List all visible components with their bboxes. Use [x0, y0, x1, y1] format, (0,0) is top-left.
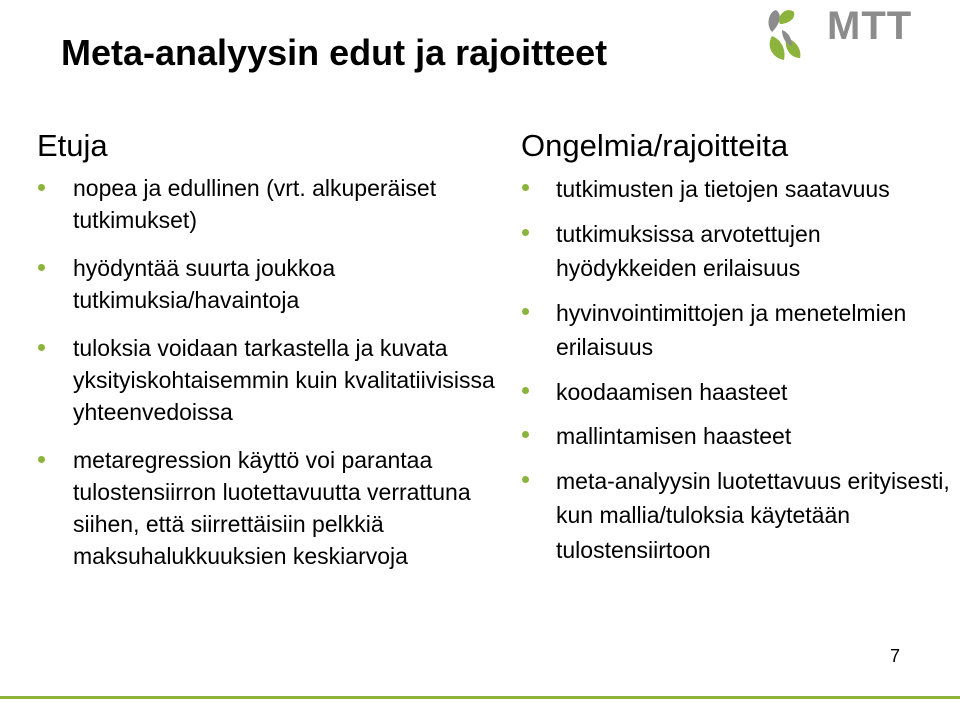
list-item-label: meta-analyysin luotettavuus erityisesti, kun mallia/tuloksia käytetään tulostensiirtoon	[556, 467, 950, 563]
list-item-label: hyödyntää suurta joukkoa tutkimuksia/havaintoja	[73, 255, 336, 313]
bullet-icon	[522, 387, 529, 394]
list-item-label: tuloksia voidaan tarkastella ja kuvata yksityiskohtaisemmin kuin kvalitatiivisissa yhteenvedoissa	[73, 335, 495, 425]
limitations-list	[521, 172, 951, 567]
list-item	[521, 419, 951, 454]
bullet-icon	[522, 431, 529, 438]
footer-divider	[0, 696, 960, 699]
list-item-label: nopea ja edullinen (vrt. alkuperäiset tutkimukset)	[73, 175, 437, 233]
list-item-label: hyvinvointimittojen ja menetelmien erilaisuus	[556, 299, 907, 360]
list-item	[521, 464, 951, 568]
list-item	[521, 296, 951, 365]
list-item-label: mallintamisen haasteet	[556, 423, 792, 449]
advantages-column	[37, 126, 507, 588]
bullet-icon	[38, 344, 45, 351]
advantages-heading: Etuja	[37, 128, 108, 163]
limitations-column	[521, 126, 951, 577]
slide-title: Meta-analyysin edut ja rajoitteet	[61, 32, 608, 73]
logo-text: MTT	[827, 4, 913, 48]
list-item	[521, 375, 951, 410]
bullet-icon	[38, 264, 45, 271]
advantages-list	[37, 172, 507, 572]
page-number: 7	[890, 646, 901, 666]
bullet-icon	[522, 308, 529, 315]
bullet-icon	[38, 456, 45, 463]
list-item-label: metaregression käyttö voi parantaa tulostensiirron luotettavuutta verrattuna siihen, että siirrettäisiin pelkkiä maksuhalukkuuksien keskiarvoja	[73, 447, 471, 569]
bullet-icon	[522, 476, 529, 483]
list-item-label: koodaamisen haasteet	[556, 378, 788, 405]
list-item	[37, 252, 507, 316]
bullet-icon	[522, 229, 529, 236]
list-item	[37, 332, 507, 428]
list-item-label: tutkimusten ja tietojen saatavuus	[556, 176, 890, 202]
list-item	[521, 217, 951, 286]
bullet-icon	[38, 184, 45, 191]
list-item	[37, 444, 507, 572]
list-item-label: tutkimuksissa arvotettujen hyödykkeiden erilaisuus	[556, 220, 821, 281]
list-item	[521, 172, 951, 207]
limitations-heading: Ongelmia/rajoitteita	[521, 128, 789, 163]
bullet-icon	[522, 184, 529, 191]
list-item	[37, 172, 507, 236]
